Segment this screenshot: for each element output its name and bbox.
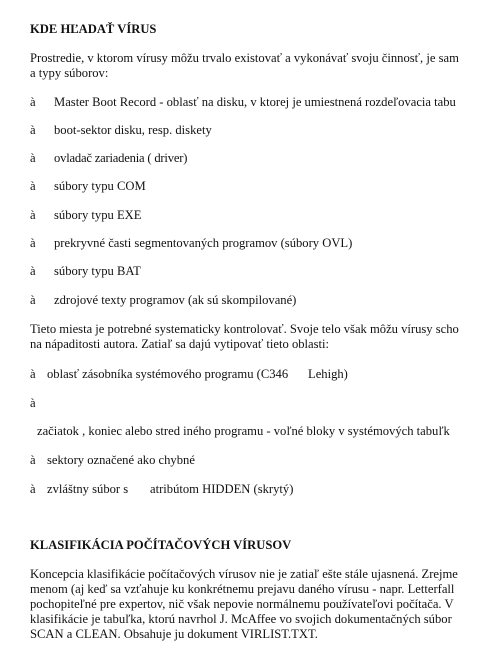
bullet-symbol: à bbox=[30, 208, 36, 222]
list-item: súbory typu EXE bbox=[54, 208, 142, 222]
bullet-symbol: à bbox=[30, 293, 36, 307]
bullet-symbol: à bbox=[30, 367, 36, 381]
paragraph-line: klasifikácie je tabuľka, ktorú navrhol J. McAffee vo svojich dokumentačných súbor bbox=[30, 612, 452, 626]
list-item-area-hidden-a: zvláštny súbor s bbox=[47, 482, 129, 496]
list-item: súbory typu COM bbox=[54, 179, 146, 193]
list-item: Master Boot Record - oblasť na disku, v ktorej je umiestnená rozdeľovacia tabu bbox=[54, 95, 456, 109]
list-item: zdrojové texty programov (ak sú skompilované) bbox=[54, 293, 297, 307]
bullet-symbol: à bbox=[30, 453, 36, 467]
list-item-area-stack-a: oblasť zásobníka systémového programu (C346 bbox=[47, 367, 289, 381]
list-item: súbory typu BAT bbox=[54, 264, 141, 278]
list-item-area-program: začiatok , koniec alebo stred iného programu - voľné bloky v systémových tabuľk bbox=[37, 424, 450, 438]
paragraph-line-2: na nápaditosti autora. Zatiaľ sa dajú vytipovať tieto oblasti: bbox=[30, 337, 330, 351]
list-item-area-bad-sectors: sektory označené ako chybné bbox=[47, 453, 195, 467]
list-item: ovladač zariadenia ( driver) bbox=[54, 151, 188, 165]
paragraph-line: SCAN a CLEAN. Obsahuje ju dokument VIRLIST.TXT. bbox=[30, 627, 318, 641]
list-item: prekryvné časti segmentovaných programov (súbory OVL) bbox=[54, 236, 353, 250]
paragraph-line: menom (aj keď sa vzťahuje ku konkrétnemu prejavu daného vírusu - napr. Letterfall bbox=[30, 582, 455, 596]
paragraph-line: pochopiteľné pre expertov, nič však nepovie normálnemu používateľovi počítača. V bbox=[30, 597, 454, 611]
intro-line-1: Prostredie, v ktorom vírusy môžu trvalo existovať a vykonávať svoju činnosť, je sam bbox=[30, 51, 459, 65]
bullet-symbol: à bbox=[30, 151, 36, 165]
section-heading-classification: KLASIFIKÁCIA POČÍTAČOVÝCH VÍRUSOV bbox=[30, 538, 292, 552]
list-item: boot-sektor disku, resp. diskety bbox=[54, 123, 212, 137]
section-heading-where-to-find: KDE HĽADAŤ VÍRUS bbox=[30, 22, 157, 36]
paragraph-line: Koncepcia klasifikácie počítačových vírusov nie je zatiaľ ešte stále ujasnená. Zrejme bbox=[30, 567, 458, 581]
bullet-symbol: à bbox=[30, 396, 36, 410]
bullet-symbol: à bbox=[30, 264, 36, 278]
bullet-symbol: à bbox=[30, 123, 36, 137]
intro-line-2: a typy súborov: bbox=[30, 66, 109, 80]
bullet-symbol: à bbox=[30, 236, 36, 250]
bullet-symbol: à bbox=[30, 95, 36, 109]
bullet-symbol: à bbox=[30, 179, 36, 193]
bullet-symbol: à bbox=[30, 482, 36, 496]
list-item-area-hidden-b: atribútom HIDDEN (skrytý) bbox=[150, 482, 294, 496]
list-item-area-stack-b: Lehigh) bbox=[308, 367, 348, 381]
paragraph-line-1: Tieto miesta je potrebné systematicky kontrolovať. Svoje telo však môžu vírusy scho bbox=[30, 322, 459, 336]
